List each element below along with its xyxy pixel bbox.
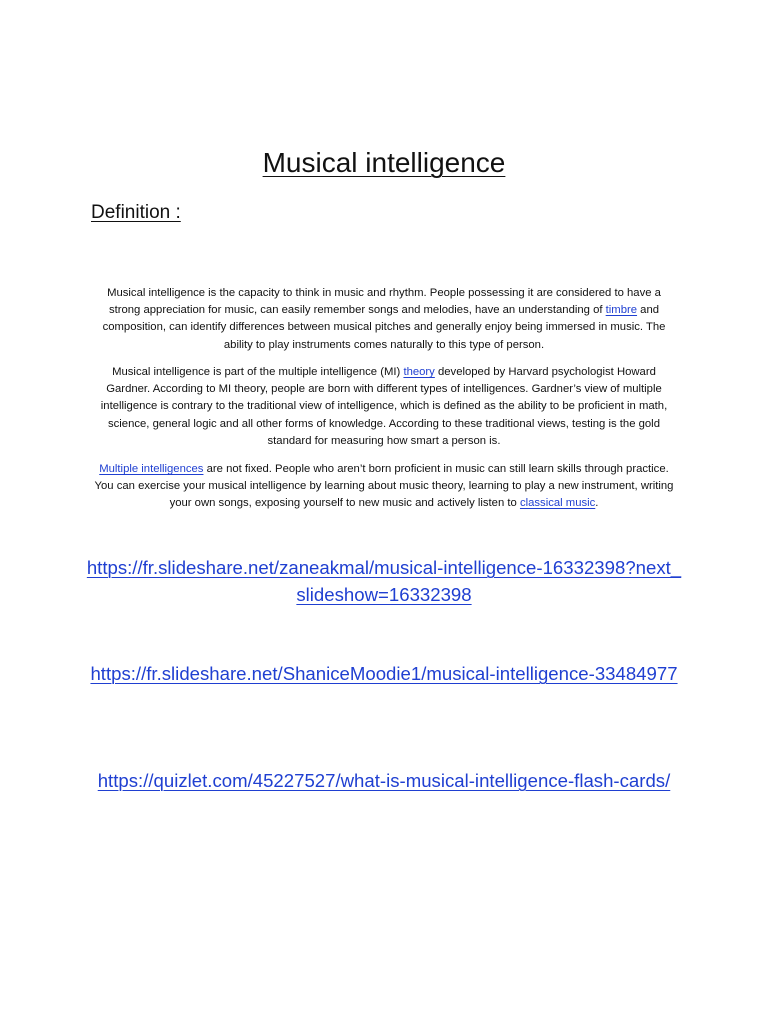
paragraph-3-text-end: .	[595, 497, 599, 510]
paragraph-1-text-end: and composition, can identify differences between musical pitches and generally enjoy being immersed in music. The ability to play instruments comes naturally to this type of person.	[102, 304, 666, 351]
paragraph-2-text-start: Musical intelligence is part of the multiple intelligence (MI)	[112, 366, 404, 378]
paragraph-2-text-end: developed by Harvard psychologist Howard Gardner. According to MI theory, people are born with different types of intelligences. Gardner’s view of multiple intelligence is contrary to the traditional view of intelligence, which is defined as the ability to be proficient in math, science, general logic and all other forms of knowledge. According to these traditional views, testing is the gold standard for measuring how smart a person is.	[100, 366, 668, 447]
slideshare-shanicemoodie-link[interactable]: https://fr.slideshare.net/ShaniceMoodie1/musical-intelligence-33484977	[90, 663, 678, 684]
timbre-link[interactable]: timbre	[605, 304, 638, 317]
paragraph-1-text-start: Musical intelligence is the capacity to think in music and rhythm. People possessing it are considered to have a strong appreciation for music, can easily remember songs and melodies, have an understanding of	[107, 287, 661, 317]
quizlet-link[interactable]: https://quizlet.com/45227527/what-is-musical-intelligence-flash-cards/	[97, 770, 671, 791]
definition-paragraph-3	[92, 461, 676, 513]
definition-paragraph-1	[92, 285, 676, 354]
slideshare-zaneakmal-link[interactable]: https://fr.slideshare.net/zaneakmal/musical-intelligence-16332398?next_slideshow=16332398	[86, 557, 682, 605]
paragraph-3-text-middle: are not fixed. People who aren’t born proficient in music can still learn skills through practice. You can exercise your musical intelligence by learning about music theory, learning to play a new instrument, writing your own songs, exposing yourself to new music and actively listen to	[94, 463, 674, 510]
classical-music-link[interactable]: classical music	[519, 497, 596, 510]
page-title: Musical intelligence	[262, 147, 506, 178]
theory-link[interactable]: theory	[403, 366, 435, 378]
definition-heading: Definition :	[91, 202, 181, 223]
multiple-intelligences-link[interactable]: Multiple intelligences	[99, 463, 204, 475]
definition-paragraph-2	[92, 364, 676, 450]
